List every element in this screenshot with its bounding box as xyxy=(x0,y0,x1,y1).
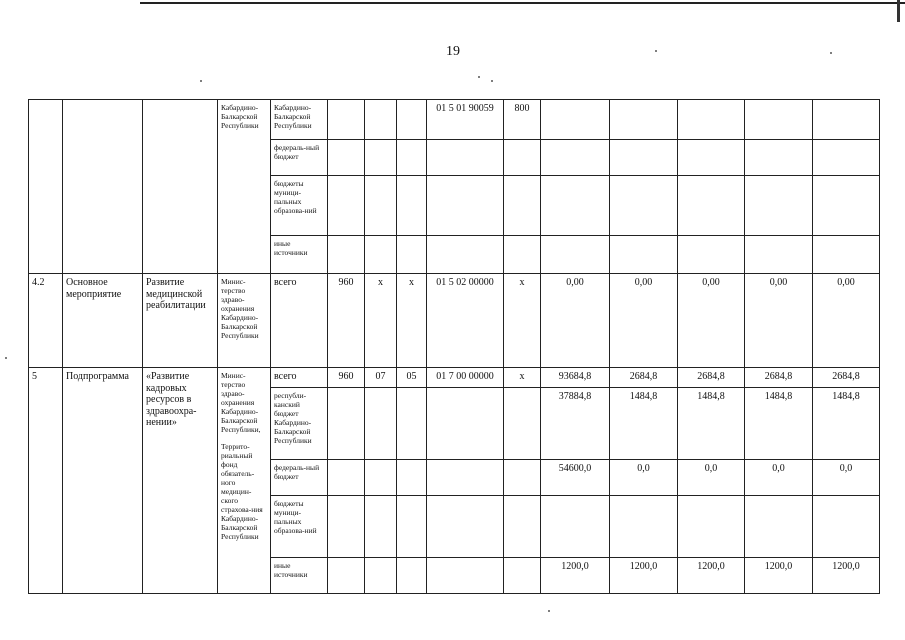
value-cell: 0,0 xyxy=(813,460,880,496)
value-cell: 0,0 xyxy=(678,460,745,496)
value-cell: 0,00 xyxy=(610,274,678,368)
source-label: федераль-ный бюджет xyxy=(271,460,328,496)
vr-cell: х xyxy=(504,368,541,388)
vr-cell: 800 xyxy=(504,100,541,140)
value-cell: 0,0 xyxy=(610,460,678,496)
value-cell: 1484,8 xyxy=(813,388,880,460)
grbs-cell: 960 xyxy=(328,274,365,368)
row-type: Подпрограмма xyxy=(63,368,143,594)
page-number: 19 xyxy=(446,44,460,59)
value-cell: 0,00 xyxy=(678,274,745,368)
value-cell: 0,00 xyxy=(541,274,610,368)
executor-cell: Кабардино-Балкарской Республики xyxy=(218,100,271,274)
executor-fund: Террито-риальный фонд обязатель-ного медицин-ского страхова-ния Кабардино-Балкарской Республики xyxy=(221,442,263,541)
value-cell: 2684,8 xyxy=(610,368,678,388)
cell-name xyxy=(143,100,218,274)
row-type: Основное мероприятие xyxy=(63,274,143,368)
scan-speck xyxy=(548,610,550,612)
table-row xyxy=(29,100,880,140)
source-label: иные источники xyxy=(271,236,328,274)
cell-no xyxy=(29,100,63,274)
value-cell: 1200,0 xyxy=(541,558,610,594)
scan-speck xyxy=(478,76,480,78)
grbs-cell: 960 xyxy=(328,368,365,388)
source-label: бюджеты муници-пальных образова-ний xyxy=(271,496,328,558)
value-cell: 1484,8 xyxy=(610,388,678,460)
source-label: Кабардино-Балкарской Республики xyxy=(271,100,328,140)
scan-speck xyxy=(655,50,657,52)
value-cell: 93684,8 xyxy=(541,368,610,388)
scan-speck xyxy=(200,80,202,82)
program-funding-table xyxy=(28,99,880,594)
kbk-cell: 01 7 00 00000 xyxy=(427,368,504,388)
value-cell: 2684,8 xyxy=(678,368,745,388)
value-cell: 2684,8 xyxy=(745,368,813,388)
row-number: 5 xyxy=(29,368,63,594)
value-cell: 1484,8 xyxy=(678,388,745,460)
right-scan-edge xyxy=(897,0,900,22)
row-number: 4.2 xyxy=(29,274,63,368)
value-cell: 1200,0 xyxy=(678,558,745,594)
source-label: всего xyxy=(271,274,328,368)
cell-type xyxy=(63,100,143,274)
row-name: «Развитие кадровых ресурсов в здравоохра-нении» xyxy=(143,368,218,594)
value-cell: 37884,8 xyxy=(541,388,610,460)
scan-speck xyxy=(5,357,7,359)
rz-cell: х xyxy=(365,274,397,368)
executor-cell xyxy=(218,368,271,594)
scan-speck xyxy=(830,52,832,54)
kbk-cell: 01 5 02 00000 xyxy=(427,274,504,368)
scan-speck xyxy=(491,80,493,82)
source-label: иные источники xyxy=(271,558,328,594)
value-cell: 1200,0 xyxy=(813,558,880,594)
row-name: Развитие медицинской реабилитации xyxy=(143,274,218,368)
source-label: бюджеты муници-пальных образова-ний xyxy=(271,176,328,236)
value-cell: 0,0 xyxy=(745,460,813,496)
pr-cell: х xyxy=(397,274,427,368)
source-label: всего xyxy=(271,368,328,388)
value-cell: 1200,0 xyxy=(610,558,678,594)
value-cell: 0,00 xyxy=(813,274,880,368)
table-row xyxy=(29,274,880,368)
kbk-cell: 01 5 01 90059 xyxy=(427,100,504,140)
executor-cell: Минис-терство здраво-охранения Кабардино-Балкарской Республики xyxy=(218,274,271,368)
rz-cell: 07 xyxy=(365,368,397,388)
top-scan-rule xyxy=(140,2,905,4)
value-cell: 0,00 xyxy=(745,274,813,368)
value-cell: 1484,8 xyxy=(745,388,813,460)
value-cell: 2684,8 xyxy=(813,368,880,388)
source-label: республи-канский бюджет Кабардино-Балкарской Республики xyxy=(271,388,328,460)
value-cell: 54600,0 xyxy=(541,460,610,496)
executor-ministry: Минис-терство здраво-охранения Кабардино-Балкарской Республики, xyxy=(221,371,261,434)
vr-cell: х xyxy=(504,274,541,368)
pr-cell: 05 xyxy=(397,368,427,388)
source-label: федераль-ный бюджет xyxy=(271,140,328,176)
value-cell: 1200,0 xyxy=(745,558,813,594)
table-row xyxy=(29,368,880,388)
